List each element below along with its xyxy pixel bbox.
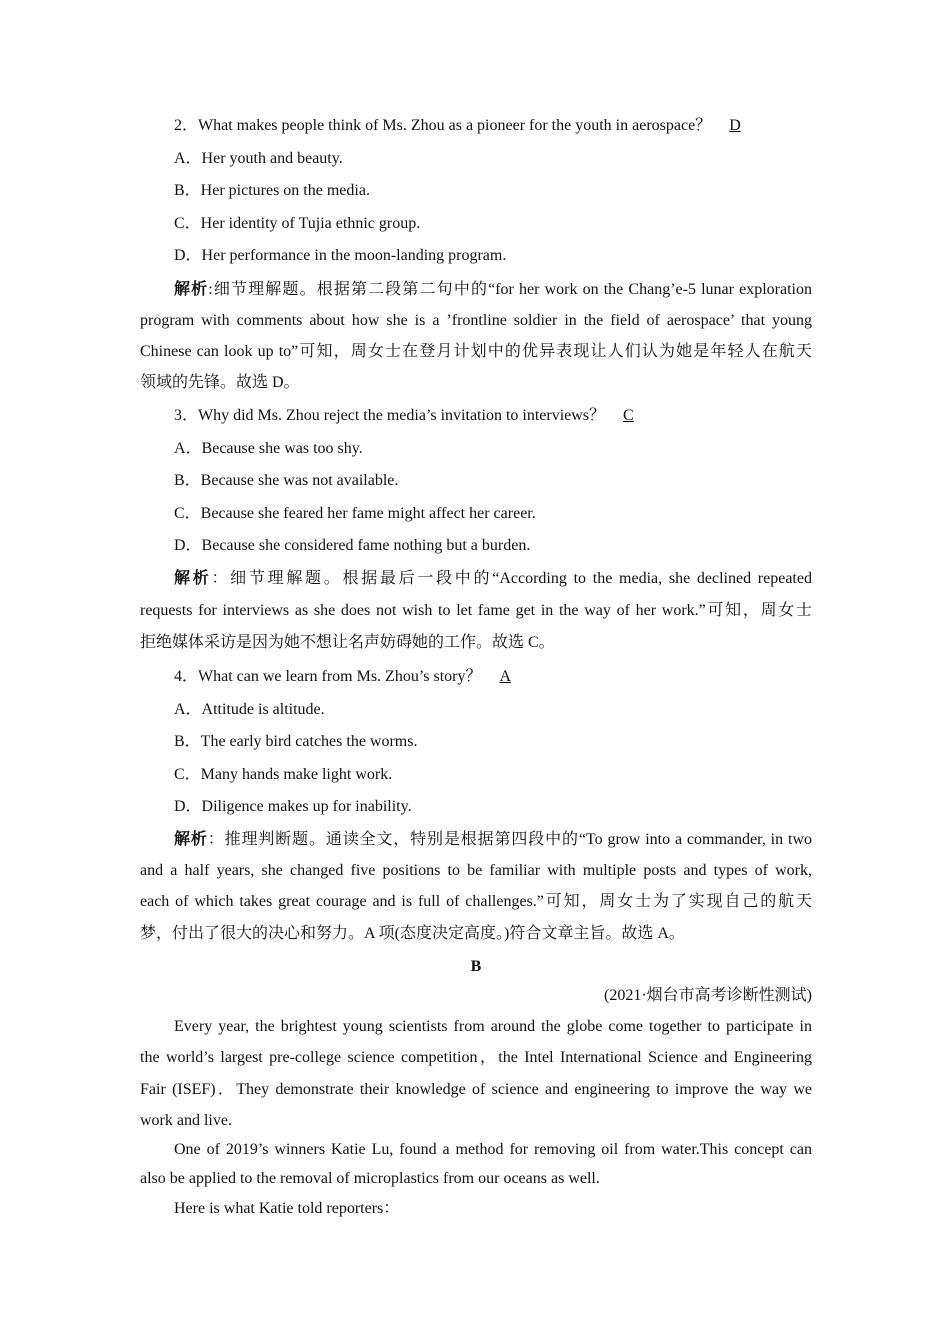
answer-blank: A — [499, 668, 512, 685]
analysis-line: program with comments about how she is a ’frontline soldier in the field of aerospace’ that young — [140, 312, 812, 329]
analysis-line: Chinese can look up to”可知，周女士在登月计划中的优异表现让人们认为她是年轻人在航天 — [140, 343, 812, 360]
question-text: 3．Why did Ms. Zhou reject the media’s invitation to interviews？ — [174, 407, 606, 424]
paragraph-line: One of 2019’s winners Katie Lu, found a method for removing oil from water.This concept can — [174, 1141, 812, 1158]
option-d: D．Diligence makes up for inability. — [174, 798, 412, 815]
question-3-stem — [174, 406, 812, 426]
source-note: (2021·烟台市高考诊断性测试) — [604, 987, 812, 1004]
option-d: D．Because she considered fame nothing but a burden. — [174, 537, 531, 554]
paragraph-line: work and live. — [140, 1112, 232, 1129]
analysis-line: 领域的先锋。故选 D。 — [140, 374, 300, 391]
option-b: B．Because she was not available. — [174, 472, 399, 489]
option-d: D．Her performance in the moon-landing program. — [174, 247, 507, 264]
analysis-label: 解析 — [174, 570, 212, 587]
analysis-line: each of which takes great courage and is full of challenges.”可知，周女士为了实现自己的航天 — [140, 893, 812, 910]
question-4-stem — [174, 667, 812, 687]
question-2-stem — [174, 116, 812, 136]
paragraph-line: Fair (ISEF)．They demonstrate their knowledge of science and engineering to improve the way we — [140, 1081, 813, 1098]
paragraph-line: also be applied to the removal of microplastics from our oceans as well. — [140, 1170, 600, 1187]
option-c: C．Because she feared her fame might affect her career. — [174, 505, 536, 522]
analysis-line: 拒绝媒体采访是因为她不想让名声妨碍她的工作。故选 C。 — [140, 634, 555, 651]
section-heading: B — [470, 958, 482, 975]
option-b: B．The early bird catches the worms. — [174, 733, 418, 750]
analysis-line: and a half years, she changed five positions to be familiar with multiple posts and types of work, — [140, 862, 812, 879]
question-text: 2．What makes people think of Ms. Zhou as a pioneer for the youth in aerospace？ — [174, 117, 712, 134]
option-a: A．Attitude is altitude. — [174, 701, 325, 718]
analysis-label: 解析 — [174, 281, 209, 298]
answer-blank: C — [623, 407, 634, 424]
paragraph-line: the world’s largest pre-college science competition，the Intel International Science and Engineering — [140, 1049, 812, 1066]
analysis-line: 解析：推理判断题。通读全文，特别是根据第四段中的“To grow into a commander, in two — [174, 831, 812, 848]
option-b: B．Her pictures on the media. — [174, 182, 370, 199]
option-a: A．Her youth and beauty. — [174, 150, 343, 167]
answer-blank: D — [729, 117, 741, 134]
question-text: 4．What can we learn from Ms. Zhou’s story？ — [174, 668, 482, 685]
paragraph-line: Every year, the brightest young scientists from around the globe come together to participate in — [174, 1018, 812, 1035]
analysis-line: requests for interviews as she does not wish to let fame get in the way of her work.”可知，周女士 — [140, 602, 812, 619]
paragraph-line: Here is what Katie told reporters： — [174, 1200, 400, 1217]
option-c: C．Many hands make light work. — [174, 766, 393, 783]
analysis-label: 解析 — [174, 831, 208, 848]
option-a: A．Because she was too shy. — [174, 440, 363, 457]
analysis-line: 梦，付出了很大的决心和努力。A 项(态度决定高度。)符合文章主旨。故选 A。 — [140, 925, 685, 942]
analysis-line: 解析：细节理解题。根据最后一段中的“According to the media, she declined repeated — [174, 570, 812, 587]
analysis-line: 解析:细节理解题。根据第二段第二句中的“for her work on the Chang’e-5 lunar exploration — [174, 281, 812, 298]
option-c: C．Her identity of Tujia ethnic group. — [174, 215, 421, 232]
